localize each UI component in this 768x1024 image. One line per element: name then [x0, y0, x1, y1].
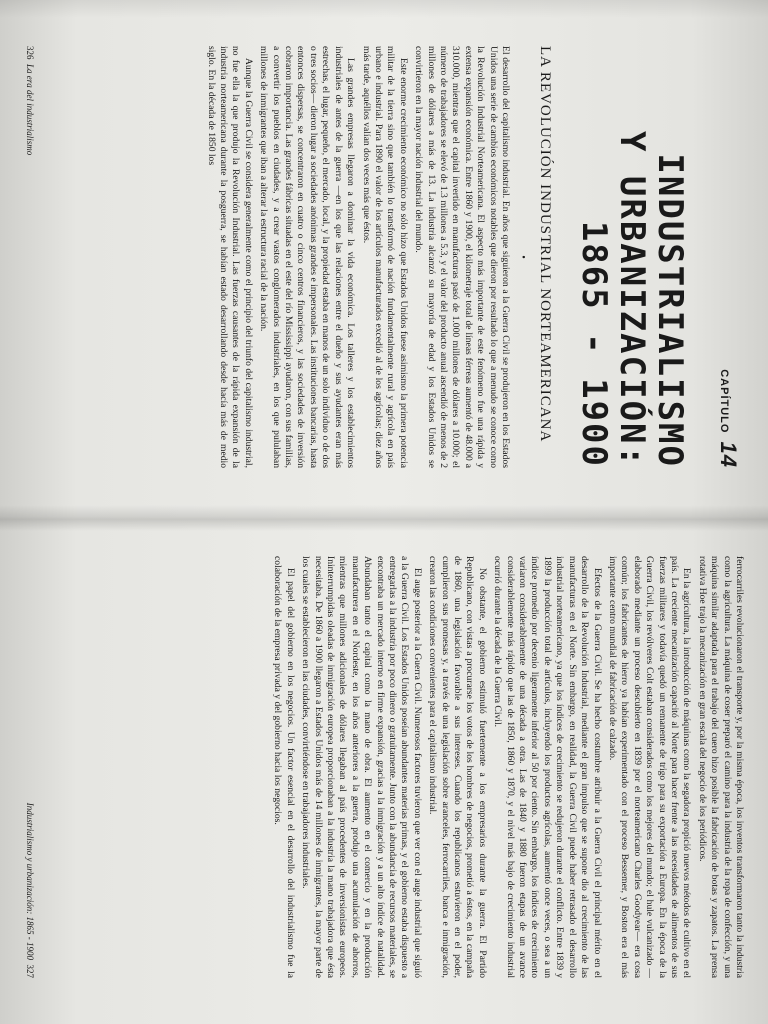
- paragraph: Aunque la Guerra Civil se considera generalmente como el principio del triunfo del capitalismo industrial, no fue ella la que produjo la Revolución Industrial. Las fuerzas causantes de la rápida expansión de la industria norteamericana durante la posguerra, se habían estado desarrollando desde hacía más de medio siglo. En la década de 1850 los: [205, 46, 254, 468]
- right-page: [19, 532, 759, 1002]
- running-head: Industrialismo y urbanización: 1865 - 1900: [25, 802, 35, 960]
- chapter-label: [715, 46, 741, 468]
- paragraph: No obstante, el gobierno estimuló fuertemente a los empresarios durante la guerra. El Partido Republicano, con vistas a procurarse los votos de los hombres de negocios, prometió a éstos, en la campaña de 1860, una legislación favorable a sus intereses. Cuando los republicanos estuvieron en el poder, cumplieron sus promesas y, a través de una legislación sobre aranceles, ferrocarriles, banca e inmigración, crearon las condiciones convenientes para el capitalismo industrial.: [427, 556, 488, 978]
- chapter-title: [575, 46, 689, 468]
- page-number: 326 La era del industrialismo: [25, 46, 35, 156]
- paragraph: ferrocarriles revolucionaron el transporte y, por la misma época, los inventos transformaron tanto la industria como la agricultura. La máquina de coser preparó el camino para la industria de la ropa de confección, y una máquina similar adaptada para el trabajo del cuero hizo posible la fabricación de botas y zapatos. La prensa rotativa Hoe trajo la mecanización en gran escala del negocio de los periódicos.: [696, 556, 745, 978]
- running-head: La era del industrialismo: [25, 64, 35, 156]
- paragraph: En la agricultura, la introducción de máquinas como la segadora propició nuevos métodos de cultivo en el país. La creciente mecanización capacitó al Norte para hacer frente a las necesidades de alimentos de sus fuerzas militares y todavía quedó un remanente de trigo para su exportación a Europa. En la época de la Guerra Civil, los revólveres Colt estaban considerados como los mejores del mundo; el hule vulcanizado —elaborado mediante un proceso descubierto en 1839 por el norteamericano Charles Goodyear— era cosa común; los fabricantes de hierro ya habían experimentado con el proceso Bessemer, y Boston era el más importante centro mundial de fabricación de calzado.: [606, 556, 693, 978]
- page-number: Industrialismo y urbanización: 1865 - 1900 327: [25, 802, 35, 978]
- left-page: [19, 22, 759, 492]
- paragraph: El desarrollo del capitalismo industrial. En años que siguieron a la Guerra Civil se produjeron en los Estados Unidos una serie de cambios económicos notables que dieron por resultado lo que a menudo se conoce como la Revolución Industrial Norteamericana. El aspecto más importante de este fenómeno fue una rápida y extensa expansión económica. Entre 1860 y 1900, el kilometraje total de líneas férreas aumentó de 48.000 a 310.000, mientras que el capital invertido en manufacturas pasó de 1.000 millones de dólares a 10.000; el número de trabajadores se elevó de 1.3 millones a 5.3, y el valor del producto anual ascendió de menos de 2 millones de dólares a más de 13. La industria alcanzó su mayoría de edad y los Estados Unidos se convirtieron en la mayor nación industrial del mundo.: [413, 46, 511, 468]
- page-footer: [25, 556, 35, 978]
- chapter-title-line-3: 1865 - 1900: [574, 220, 614, 468]
- top-edge-shadow: [0, 0, 768, 18]
- chapter-title-line-2: Y URBANIZACIÓN:: [612, 130, 652, 468]
- book-gutter-fold: [0, 505, 768, 531]
- section-heading: LA REVOLUCIÓN INDUSTRIAL NORTEAMERICANA: [537, 46, 553, 443]
- paragraph: El auge posterior a la Guerra Civil. Numerosos factores tuvieron que ver con el auge industrial que siguió a la Guerra Civil. Los Estados Unidos poseían abundantes materias primas, y el gobierno estaba dispuesto a entregarlas a la industria por poco dinero o gratuitamente. Junto con la abundancia de recursos materiales, se encontraba un mercado interno en firme expansión, gracias a la inmigración y a un alto índice de natalidad. Abundaban tanto el capital como la mano de obra. El aumento en el comercio y en la producción manufacturera en el Nordeste, en los años anteriores a la guerra, produjo una acumulación de ahorros, mientras que millones adicionales de dólares llegaban al país procedentes de inversionistas europeos. Ininterrumpidas oleadas de inmigración europea proporcionaban a la industria la mano trabajadora que ésta necesitaba. De 1860 a 1900 llegaron a Estados Unidos más de 14 millones de inmigrantes, la mayor parte de los cuales se establecieron en las ciudades, convirtiéndose en trabajadores industriales.: [300, 556, 423, 978]
- paragraph: Las grandes empresas llegaron a dominar la vida económica. Los talleres y los establecimientos industriales de antes de la guerra —en los que las relaciones entre el dueño y sus ayudantes eran más estrechas, el lugar, pequeño, el mercado, local, y la propiedad estaba en manos de un solo individuo o de dos o tres socios— dieron lugar a sociedades anónimas grandes e impersonales. Las instituciones bancarias, hasta entonces dispersas, se concentraron en cuatro o cinco centros financieros, y las sociedades de inversión cobraron importancia. Las grandes fábricas situadas en el este del río Mississippi ayudaron, con sus familias, a convertir los pueblos en ciudades, y a crear vastos conglomerados industriales, en los que pululaban millones de inmigrantes que iban a alterar la estructura racial de la nación.: [258, 46, 357, 468]
- section-bullet: •: [517, 255, 528, 259]
- chapter-number: 14: [716, 441, 741, 468]
- chapter-label-text: CAPÍTULO: [718, 369, 730, 434]
- paragraph: Este enorme crecimiento económico no sólo hizo que Estados Unidos fuese asimismo la primera potencia militar de la tierra sino que también lo transformó de nación fundamentalmente rural y agrícola en país urbano e industrial. Para 1890 el valor de los artículos manufacturados excedió al de los agrícolas; diez años más tarde, aquéllos valían dos veces más que éstos.: [360, 46, 409, 468]
- chapter-title-line-1: INDUSTRIALISMO: [650, 153, 690, 468]
- paragraph: Efectos de la Guerra Civil. Se ha hecho costumbre atribuir a la Guerra Civil el principal mérito en el desarrollo de la Revolución Industrial, mediante el gran impulso que se supone dio al crecimiento de las manufacturas en el Norte. Sin embargo, en realidad, la Guerra Civil puede haber retrasado el desarrollo industrial norteamericano, ya que los índices de crecimiento se redujeron durante el conflicto. Entre 1839 y 1899 la producción total de artículos, incluyendo los productos agrícolas, aumentó once veces, o sea a un índice promedio por decenio ligeramente inferior al 50 por ciento. Sin embargo, los índices de crecimiento variaron considerablemente de una década a otra. Las de 1840 y 1880 fueron etapas de un avance considerablemente más rápido que las de 1850, 1860 y 1870, y el nivel más bajo de crecimiento industrial ocurrió durante la década de la Guerra Civil.: [492, 556, 603, 978]
- paragraph: El papel del gobierno en los negocios. Un factor esencial en el desarrollo del industrialismo fue la colaboración de la empresa privada y del gobierno hacia los negocios.: [272, 556, 296, 978]
- page-footer: [25, 46, 35, 468]
